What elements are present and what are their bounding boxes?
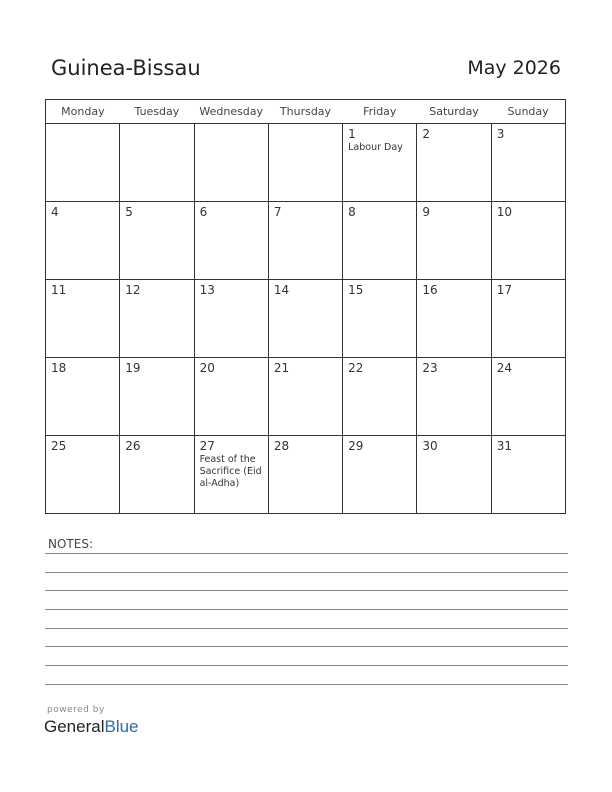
day-number: 29 (348, 439, 364, 453)
day-cell (343, 358, 417, 436)
day-cell (343, 202, 417, 280)
day-number: 10 (496, 205, 512, 219)
note-line (45, 628, 568, 629)
day-cell (417, 202, 491, 280)
day-cell (491, 358, 565, 436)
day-cell (194, 124, 268, 202)
weekday-header-row (46, 100, 566, 124)
day-cell (120, 358, 194, 436)
day-number: 14 (273, 283, 290, 297)
note-line (45, 646, 568, 647)
day-number: 6 (199, 205, 208, 219)
powered-by-text: powered by (47, 705, 105, 715)
note-line (45, 553, 568, 554)
generalblue-logo[interactable] (44, 717, 139, 737)
day-number: 15 (348, 283, 364, 297)
calendar-month-title: May 2026 (467, 57, 561, 79)
day-number: 4 (51, 205, 59, 219)
weekday-header: Wednesday (194, 100, 268, 124)
day-cell (417, 124, 491, 202)
day-cell (343, 280, 417, 358)
calendar-week-row (46, 436, 566, 514)
day-cell (417, 280, 491, 358)
brand-blue: Blue (104, 717, 139, 736)
day-number: 5 (125, 205, 133, 219)
day-cell (343, 436, 417, 514)
note-line (45, 684, 568, 685)
day-cell (268, 280, 342, 358)
day-number: 24 (496, 361, 512, 375)
day-cell (491, 124, 565, 202)
calendar-week-row (46, 124, 566, 202)
day-number: 25 (51, 439, 67, 453)
day-number: 20 (199, 361, 215, 375)
day-cell (46, 202, 120, 280)
note-line (45, 572, 568, 573)
weekday-header: Monday (46, 100, 120, 124)
calendar-week-row (46, 202, 566, 280)
day-number: 28 (273, 439, 290, 453)
day-number: 9 (422, 205, 431, 219)
weekday-header: Thursday (268, 100, 342, 124)
weekday-header: Saturday (417, 100, 491, 124)
day-number: 16 (422, 283, 438, 297)
day-cell (268, 358, 342, 436)
weekday-header: Friday (343, 100, 417, 124)
day-cell (46, 358, 120, 436)
day-cell (46, 280, 120, 358)
day-number: 31 (496, 439, 512, 453)
day-number: 13 (199, 283, 215, 297)
day-number: 11 (51, 283, 67, 297)
day-cell (120, 436, 194, 514)
day-cell (120, 202, 194, 280)
day-number: 18 (51, 361, 67, 375)
day-cell (120, 124, 194, 202)
weekday-header: Sunday (491, 100, 565, 124)
day-number: 23 (422, 361, 438, 375)
brand-general: General (44, 717, 105, 736)
day-number: 30 (422, 439, 438, 453)
day-cell (491, 280, 565, 358)
note-line (45, 590, 568, 591)
day-number: 26 (125, 439, 141, 453)
day-number: 22 (348, 361, 364, 375)
day-cell (491, 436, 565, 514)
day-cell (268, 436, 342, 514)
day-number: 8 (348, 205, 356, 219)
day-number: 1 (348, 127, 356, 141)
day-cell (268, 124, 342, 202)
calendar-country-title: Guinea-Bissau (51, 56, 201, 80)
day-cell (194, 436, 268, 514)
day-cell (417, 436, 491, 514)
note-line (45, 665, 568, 666)
day-number: 27 (199, 439, 215, 453)
day-cell (120, 280, 194, 358)
day-cell (46, 436, 120, 514)
day-cell (194, 202, 268, 280)
calendar-week-row (46, 280, 566, 358)
notes-label: NOTES: (48, 537, 93, 551)
day-cell (268, 202, 342, 280)
day-number: 12 (125, 283, 141, 297)
day-number: 7 (273, 205, 282, 219)
note-line (45, 609, 568, 610)
day-number: 17 (496, 283, 512, 297)
day-cell (491, 202, 565, 280)
day-number: 21 (273, 361, 290, 375)
day-cell (46, 124, 120, 202)
day-number: 3 (496, 127, 505, 141)
holiday-label: Labour Day (348, 142, 403, 153)
weekday-header: Tuesday (120, 100, 194, 124)
holiday-label: Feast of the Sacrifice (Eid al-Adha) (199, 454, 262, 489)
day-cell (194, 358, 268, 436)
day-cell (194, 280, 268, 358)
calendar-grid (45, 99, 566, 514)
calendar-week-row (46, 358, 566, 436)
day-number: 19 (125, 361, 141, 375)
day-cell (343, 124, 417, 202)
day-number: 2 (422, 127, 431, 141)
day-cell (417, 358, 491, 436)
